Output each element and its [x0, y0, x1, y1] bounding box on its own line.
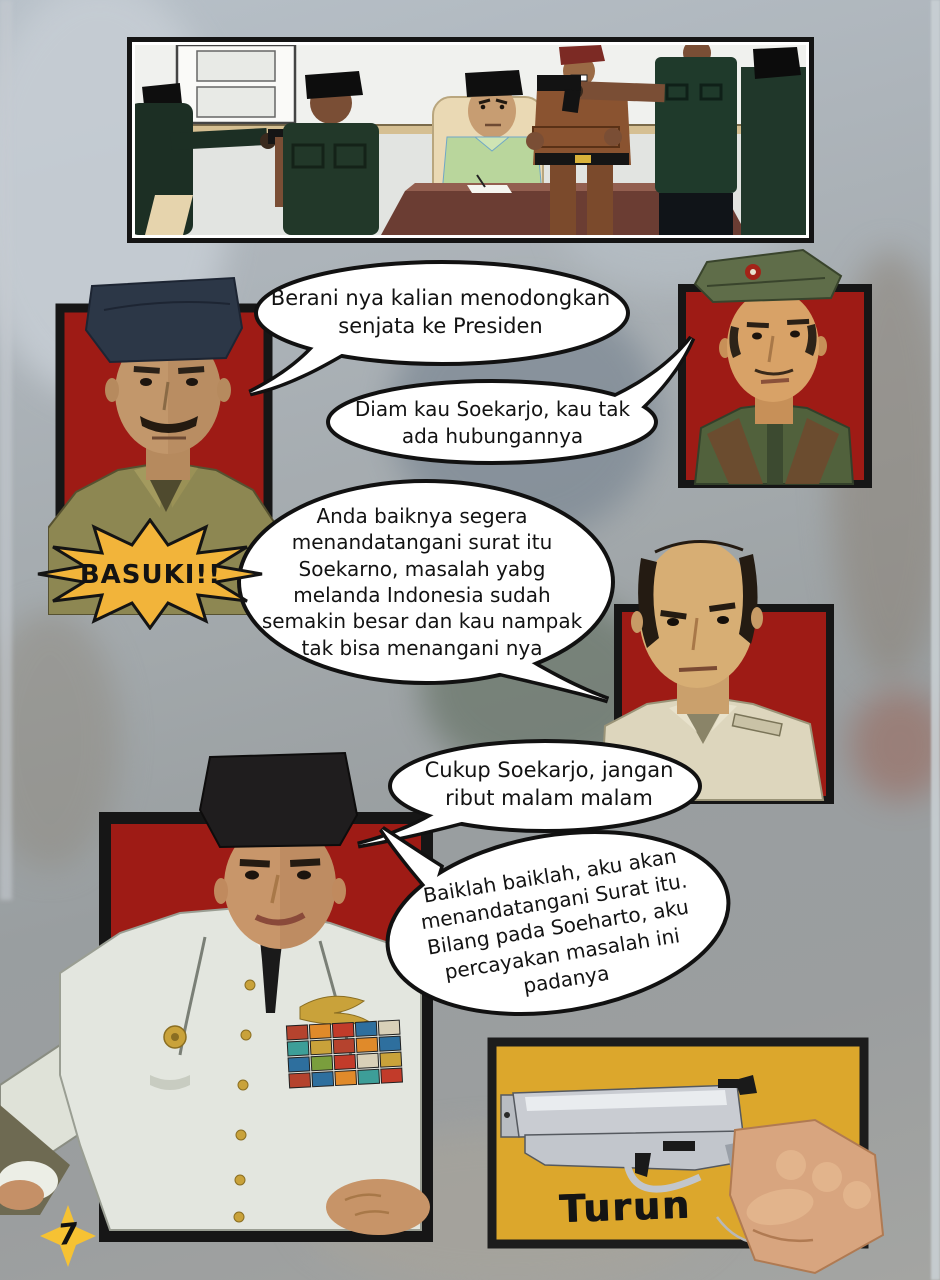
gun-panel-caption: Turun [558, 1183, 692, 1232]
speech-bubble-4-text: Cukup Soekarjo, jangan ribut malam malam [424, 757, 674, 810]
peci-hat [200, 753, 357, 847]
soldier-far-right [741, 47, 806, 235]
shout-burst-text: BASUKI!! [79, 559, 222, 590]
speech-bubble-1-text: Berani nya kalian menodongkan senjata ke Presiden [270, 285, 611, 338]
peci-hat [86, 278, 242, 362]
background-edge-strip [931, 0, 940, 1280]
speech-bubble-3-text: Anda baiknya segera menandatangani surat itu Soekarno, masalah yabg melanda Indonesia sudah semakin besar dan kau nampak tak bisa menangani nya [261, 503, 583, 660]
door [177, 45, 295, 123]
gun-panel [485, 1035, 885, 1280]
star-medal [164, 1026, 186, 1048]
speech-bubble-5-text: Baiklah baiklah, aku akan menandatangani Surat itu. Bilang pada Soeharto, aku percayakan masalah ini padanya [419, 843, 691, 999]
top-scene-illustration [135, 45, 806, 235]
garrison-cap [695, 250, 841, 302]
speech-bubble-2-text: Diam kau Soekarjo, kau tak ada hubungannya [354, 397, 631, 448]
background-blob [850, 690, 940, 800]
top-scene-panel [127, 37, 814, 243]
page-number: 7 [56, 1215, 80, 1252]
